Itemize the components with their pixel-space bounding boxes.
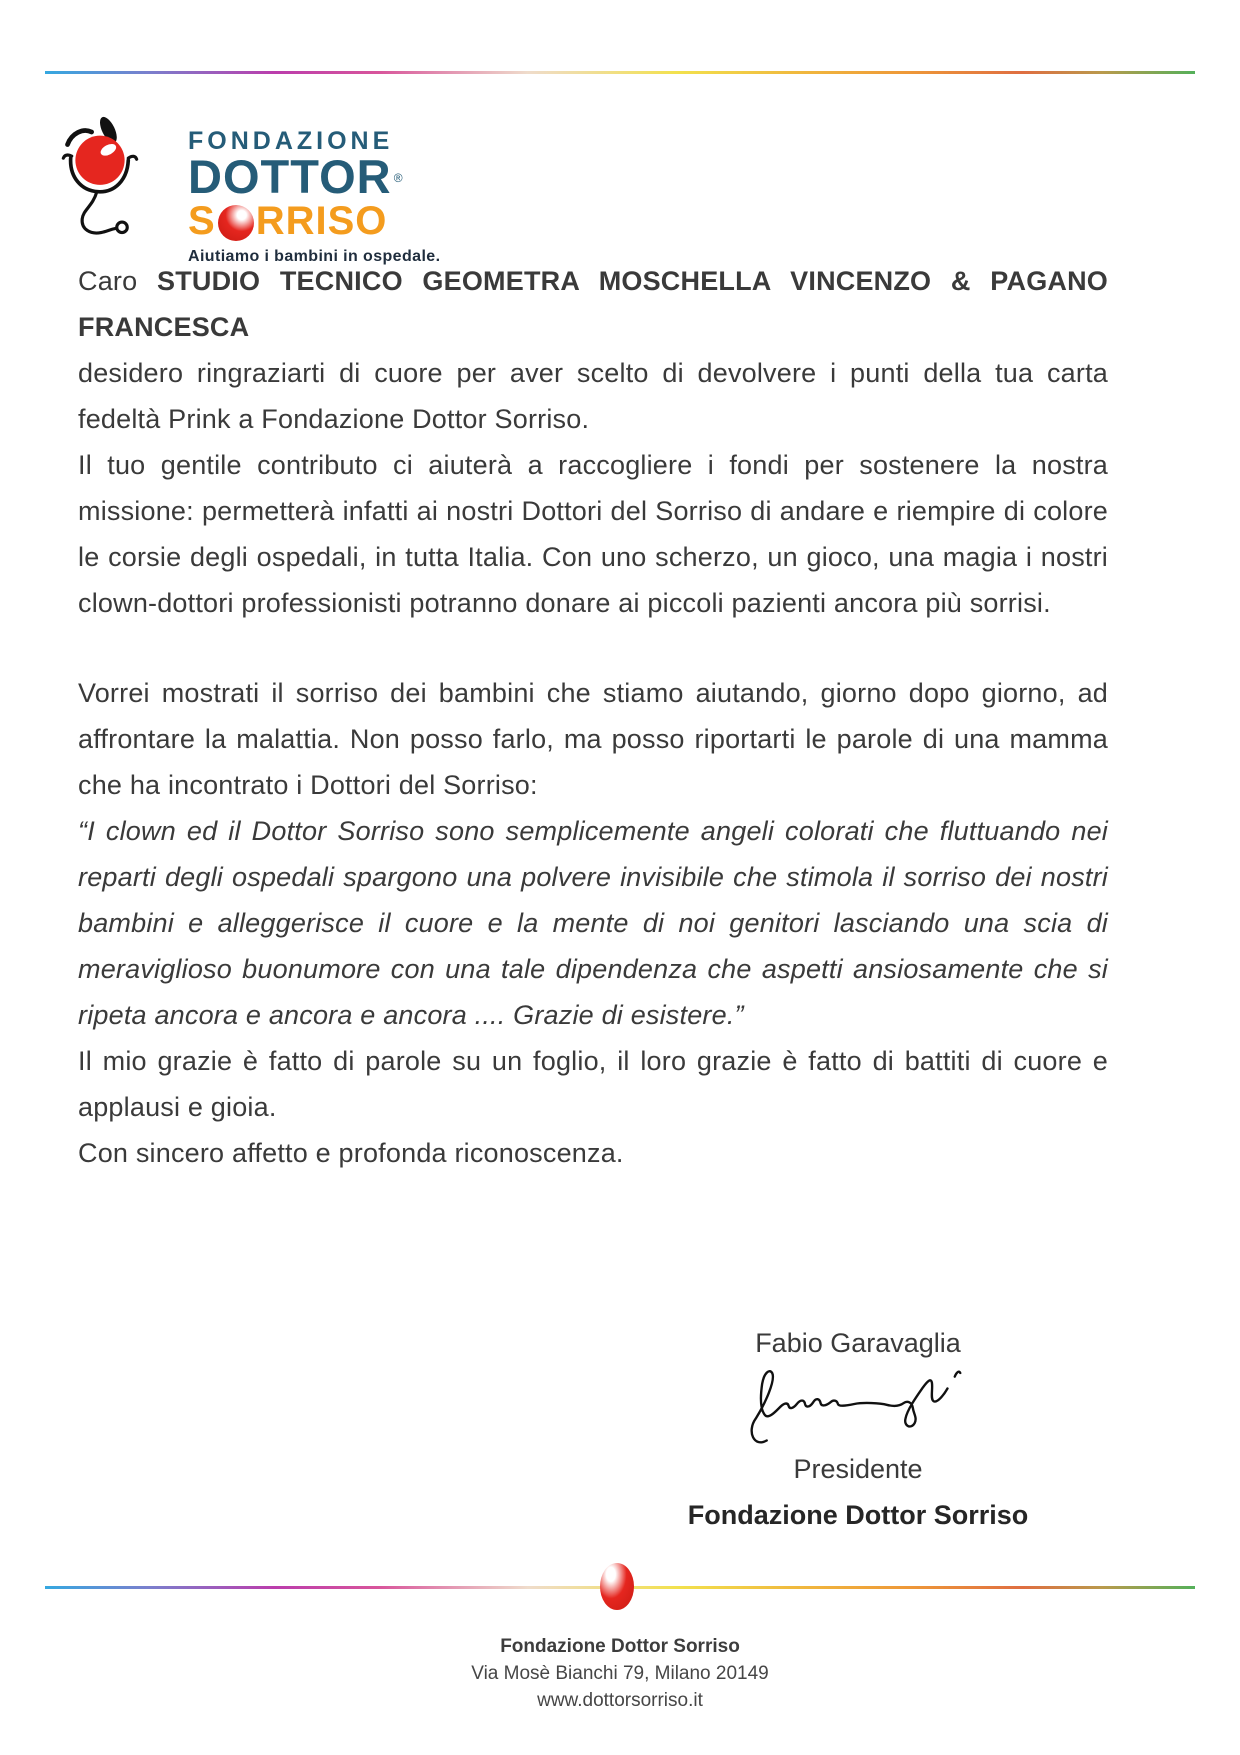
- signer-title: Presidente: [793, 1454, 923, 1484]
- clown-stethoscope-icon: [58, 110, 186, 242]
- recipient-name: STUDIO TECNICO GEOMETRA MOSCHELLA VINCENZO & PAGANO FRANCESCA: [78, 266, 1108, 342]
- footer-organization: Fondazione Dottor Sorriso: [500, 1636, 740, 1657]
- paragraph-gratitude: Il mio grazie è fatto di parole su un foglio, il loro grazie è fatto di battiti di cuore e applausi e gioia.: [78, 1046, 1108, 1122]
- handwritten-signature: [724, 1362, 992, 1446]
- paragraph-mission: Il tuo gentile contributo ci aiuterà a raccogliere i fondi per sostenere la nostra missione: permetterà infatti ai nostri Dottori del Sorriso di andare e riempire di colore le corsie degli ospedali, in tutta Italia. Con uno scherzo, un gioco, una magia i nostri clown-dottori professionisti potranno donare ai piccoli pazienti ancora più sorrisi.: [78, 450, 1108, 618]
- red-nose-letter-o-icon: [218, 205, 254, 241]
- red-nose-icon: [600, 1563, 634, 1610]
- registered-trademark-symbol: ®: [393, 171, 404, 185]
- footer-website: www.dottorsorriso.it: [537, 1690, 703, 1711]
- mother-quote: “I clown ed il Dottor Sorriso sono semplicemente angeli colorati che fluttuando nei reparti degli ospedali spargono una polvere invisibile che stimola il sorriso dei nostri bambini e alleggerisce il cuore e la mente di noi genitori lasciando una scia di meraviglioso buonumore con una tale dipendenza che aspetti ansiosamente che si ripeta ancora e ancora e ancora .... Grazie di esistere.”: [78, 816, 1108, 1030]
- greeting-prefix: Caro: [78, 266, 157, 296]
- logo-word-fondazione: FONDAZIONE: [188, 127, 394, 155]
- top-rainbow-divider: [45, 71, 1195, 74]
- logo-tagline: Aiutiamo i bambini in ospedale.: [188, 248, 441, 265]
- signer-name: Fabio Garavaglia: [755, 1328, 961, 1358]
- footer: [0, 1633, 1240, 1714]
- closing-line: Con sincero affetto e profonda riconoscenza.: [78, 1138, 624, 1168]
- signature-block: [682, 1326, 1034, 1532]
- logo-wordmark: [188, 128, 440, 266]
- signer-organization: Fondazione Dottor Sorriso: [687, 1500, 1029, 1530]
- foundation-logo: [58, 110, 440, 266]
- footer-address: Via Mosè Bianchi 79, Milano 20149: [471, 1663, 769, 1684]
- letter-body: [78, 258, 1108, 1176]
- sorriso-prefix: S: [188, 199, 216, 243]
- sorriso-suffix: RRISO: [255, 199, 388, 243]
- greeting-line: [78, 258, 1108, 350]
- logo-word-sorriso: [188, 200, 440, 242]
- paragraph-thanks: desidero ringraziarti di cuore per aver scelto di devolvere i punti della tua carta fedeltà Prink a Fondazione Dottor Sorriso.: [78, 358, 1108, 434]
- paragraph-show-smile: Vorrei mostrati il sorriso dei bambini che stiamo aiutando, giorno dopo giorno, ad affrontare la malattia. Non posso farlo, ma posso riportarti le parole di una mamma che ha incontrato i Dottori del Sorriso:: [78, 678, 1108, 800]
- logo-word-dottor: DOTTOR ®: [188, 150, 404, 203]
